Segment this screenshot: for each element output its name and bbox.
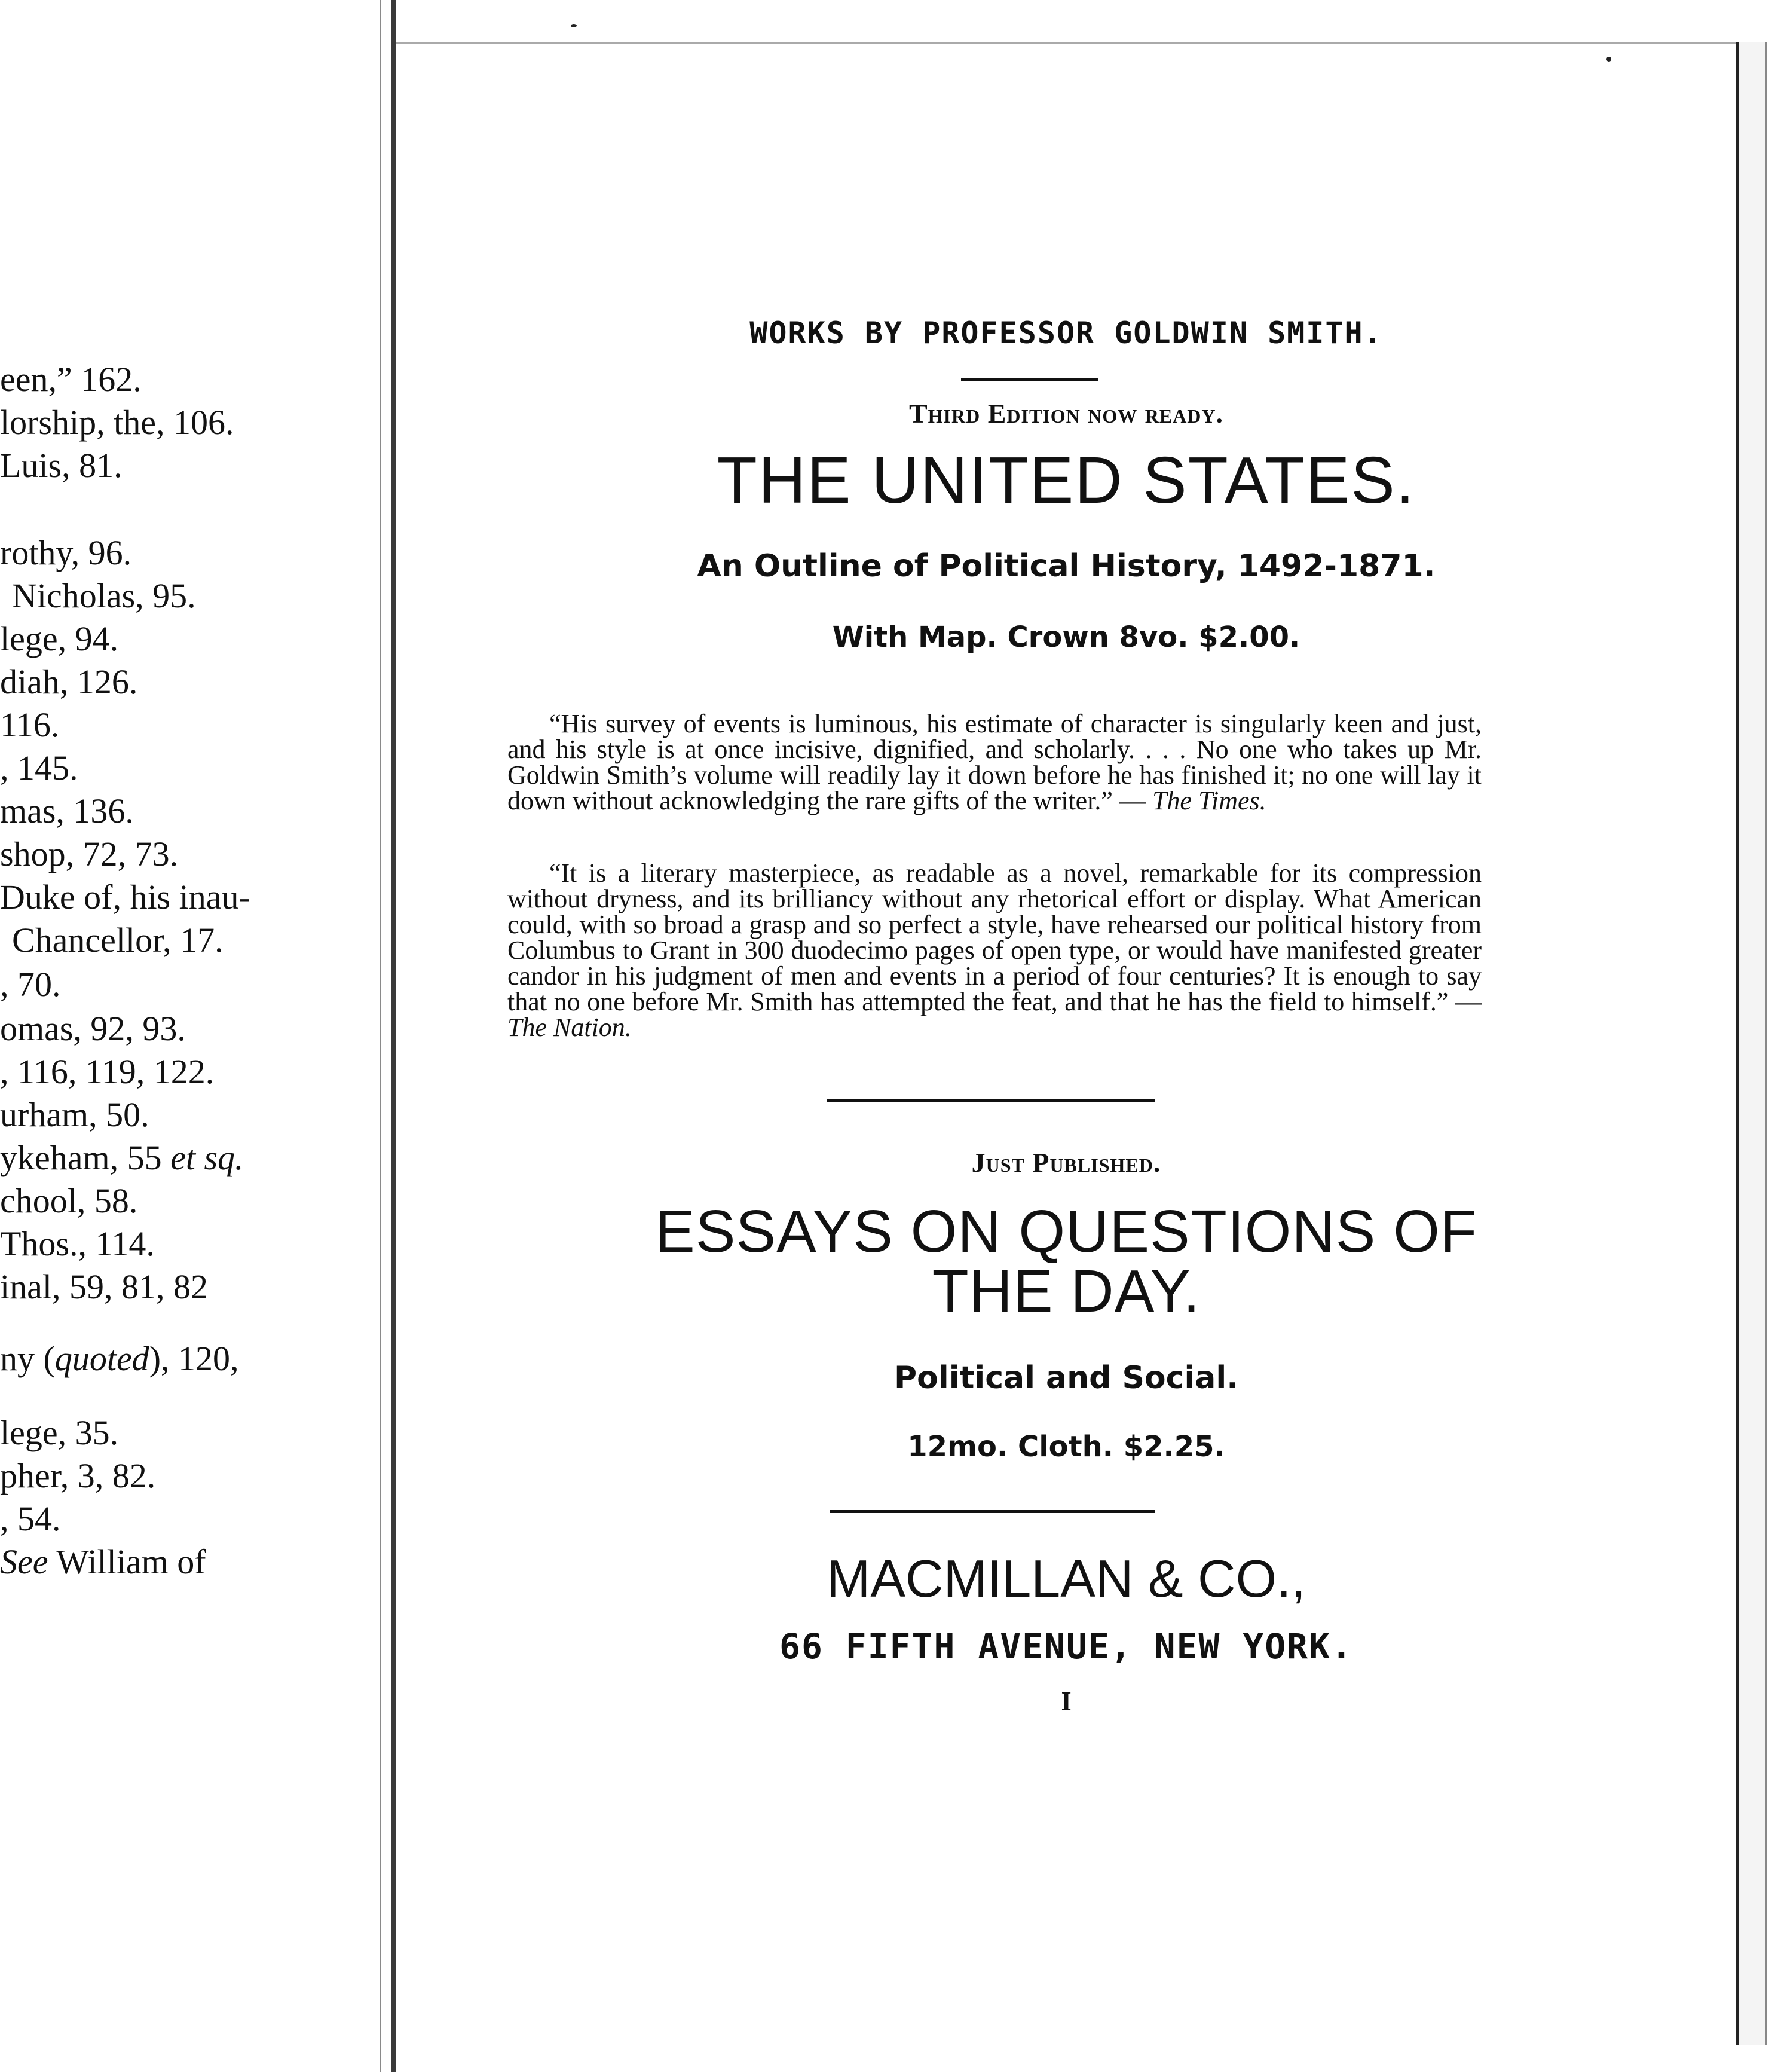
index-entry <box>0 1051 388 1093</box>
book-subtitle: An Outline of Political History, 1492-1871. <box>697 548 1436 584</box>
index-entry <box>0 747 388 789</box>
section-divider <box>830 1510 1155 1513</box>
publisher-address: 66 FIFTH AVENUE, NEW YORK. <box>779 1626 1353 1667</box>
index-entry <box>0 1338 388 1380</box>
index-entry <box>0 1541 388 1583</box>
index-entry-text: ny ( <box>0 1339 55 1378</box>
index-entry-italic: quoted <box>54 1339 149 1378</box>
index-entry <box>0 1412 388 1454</box>
index-entry <box>0 532 388 574</box>
index-entry <box>0 876 388 918</box>
index-entry-text: , 70. <box>0 965 61 1004</box>
index-entry <box>12 919 388 961</box>
review-times <box>507 711 1482 814</box>
index-entry-text: inal, 59, 81, 82 <box>0 1267 208 1306</box>
index-entry-text: urham, 50. <box>0 1095 149 1134</box>
index-entry <box>0 1455 388 1497</box>
index-entry <box>0 1008 388 1050</box>
index-entry <box>0 833 388 875</box>
review-source: The Nation. <box>507 1013 632 1042</box>
index-entry <box>0 704 388 746</box>
index-entry <box>0 1266 388 1308</box>
index-entry-text: shop, 72, 73. <box>0 835 179 873</box>
index-entry-text: William of <box>48 1542 206 1581</box>
index-entry <box>0 1498 388 1540</box>
section-divider <box>827 1099 1155 1102</box>
title-line: ESSAYS ON QUESTIONS OF <box>655 1198 1477 1265</box>
index-entry-text: lege, 94. <box>0 619 119 658</box>
index-entry-text: omas, 92, 93. <box>0 1009 186 1048</box>
just-published-note: Just Published. <box>971 1147 1161 1178</box>
index-entry-text: Nicholas, 95. <box>12 576 196 615</box>
review-nation <box>507 860 1482 1040</box>
index-entry-text: lorship, the, 106. <box>0 403 234 442</box>
index-entry-text: mas, 136. <box>0 791 134 830</box>
index-entry-text: Duke of, his inau- <box>0 878 250 916</box>
index-entry-text: , 54. <box>0 1499 61 1538</box>
index-entry-text: Thos., 114. <box>0 1224 155 1263</box>
index-entry-italic: et sq. <box>170 1138 244 1177</box>
index-entry-text: 116. <box>0 705 60 744</box>
edition-note: Third Edition now ready. <box>908 398 1224 429</box>
index-entry-text: een,” 162. <box>0 360 142 399</box>
review-source: The Times. <box>1152 786 1266 815</box>
book-title-essays <box>396 1198 1736 1325</box>
short-rule <box>961 378 1098 381</box>
index-entry-text: ykeham, 55 <box>0 1138 171 1177</box>
works-heading: WORKS BY PROFESSOR GOLDWIN SMITH. <box>749 316 1383 350</box>
index-entry <box>0 1094 388 1136</box>
index-entry <box>12 575 388 617</box>
index-entry-text: rothy, 96. <box>0 533 132 572</box>
index-entry <box>0 618 388 660</box>
book-details: 12mo. Cloth. $2.25. <box>907 1430 1225 1463</box>
index-entry <box>0 445 388 487</box>
index-entry-text: lege, 35. <box>0 1413 119 1452</box>
index-entry-text: , 116, 119, 122. <box>0 1052 215 1091</box>
index-entry-text: , 145. <box>0 748 78 787</box>
index-entry-text: ), 120, <box>149 1339 239 1378</box>
index-entry-text: pher, 3, 82. <box>0 1456 156 1495</box>
index-entry <box>0 402 388 444</box>
index-entry <box>0 964 388 1006</box>
book-subtitle: Political and Social. <box>894 1360 1238 1396</box>
index-entry-text: Luis, 81. <box>0 446 123 485</box>
publisher-name: MACMILLAN & CO., <box>827 1549 1306 1608</box>
right-page-advertisement <box>396 0 1736 2072</box>
book-gutter <box>391 0 396 2072</box>
index-entry-text: Chancellor, 17. <box>12 921 224 959</box>
index-entry-italic: See <box>0 1542 48 1581</box>
title-line: THE DAY. <box>932 1258 1201 1325</box>
index-entry <box>0 790 388 832</box>
book-details: With Map. Crown 8vo. $2.00. <box>832 621 1300 654</box>
index-entry <box>0 359 388 401</box>
index-entry <box>0 661 388 703</box>
signature-mark: I <box>1061 1686 1072 1716</box>
book-title-united-states: THE UNITED STATES. <box>717 444 1416 517</box>
index-entry-text: diah, 126. <box>0 662 138 701</box>
left-page-index <box>0 0 388 2072</box>
page-shadow <box>380 0 381 2072</box>
index-entry <box>0 1137 388 1179</box>
index-entry <box>0 1223 388 1265</box>
index-entry-text: chool, 58. <box>0 1181 138 1220</box>
review-text: “It is a literary masterpiece, as readable as a novel, remarkable for its compression without dryness, and its brilliancy without any rhetorical effort or display. What American could, with so broad a grasp and so perfect a style, have rehearsed our political history from Columbus to Grant in 300 duodecimo pages of open type, or would have manifested greater candor in his judgment of men and events in a period of four centuries? It is enough to say that no one before Mr. Smith has attempted the feat, and that he has the field to himself.” — <box>507 858 1482 1016</box>
index-entry <box>0 1180 388 1222</box>
review-text: “His survey of events is luminous, his estimate of character is singularly keen and just, and his style is at once incisive, dignified, and scholarly. . . . No one who takes up Mr. Goldwin Smith’s volume will readily lay it down before he has finished it; no one will lay it down without acknowledging the rare gifts of the writer.” — <box>507 709 1482 815</box>
page-right-edge <box>1736 42 1767 2045</box>
